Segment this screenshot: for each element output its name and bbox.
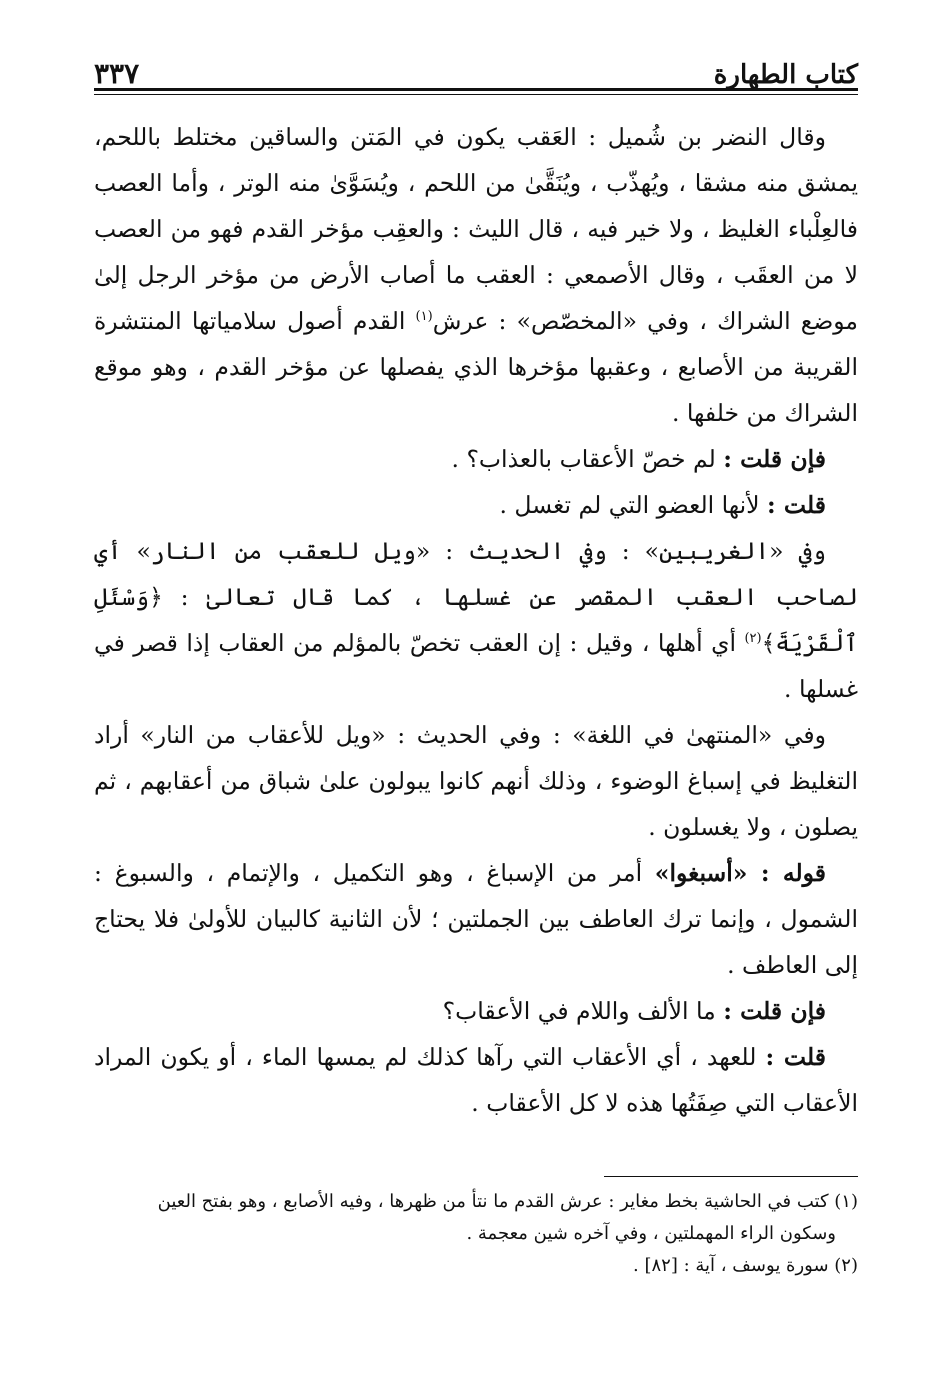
header-rule <box>94 88 858 95</box>
question-label: فإن قلت : <box>723 997 826 1025</box>
footnote-2: (٢) سورة يوسف ، آية : [٨٢] . <box>633 1255 858 1276</box>
paragraph-text: وفي «الغريبين» : وفي الحديث : «ويل للعقب من النار» أي لصاحب العقب المقصر عن غسلها ، كما قال تعالىٰ : ﴿وَسْئَلِ ٱلْقَرْيَةَ﴾ <box>94 537 858 657</box>
paragraph <box>94 528 858 712</box>
question-text: لم خصّ الأعقاب بالعذاب؟ . <box>451 445 724 473</box>
question-label: فإن قلت : <box>723 445 826 473</box>
footnote-1: (١) كتب في الحاشية بخط مغاير : عرش القدم ما نتأ من ظهرها ، وفيه الأصابع ، وهو بفتح العين <box>157 1191 858 1212</box>
answer <box>94 1034 858 1126</box>
commentary-label: قوله : «أسبغوا» <box>654 859 826 887</box>
question <box>94 436 858 482</box>
answer-label: قلت : <box>767 491 826 519</box>
book-title: كتاب الطهارة <box>713 60 858 90</box>
answer-label: قلت : <box>765 1043 826 1071</box>
question <box>94 988 858 1034</box>
paragraph-text: وفي «المنتهىٰ في اللغة» : وفي الحديث : «ويل للأعقاب من النار» أراد التغليظ في إسباغ الوضوء ، وذلك أنهم كانوا يبولون علىٰ شباق من أعقابهم ، ثم يصلون ، ولا يغسلون . <box>94 721 858 841</box>
main-text <box>94 114 858 1126</box>
paragraph-text: القدم أصول سلامياتها المنتشرة القريبة من الأصابع ، وعقبها مؤخرها الذي يفصلها عن مؤخر القدم ، وهو موقع الشراك من خلفها . <box>94 307 858 427</box>
paragraph-text: وقال النضر بن شُميل : العَقب يكون في المَتن والساقين مختلط باللحم، يمشق منه مشقا ، ويُهذّب ، ويُنَقَّىٰ من اللحم ، ويُسَوَّىٰ منه الوتر ، وأما العصب فالعِلْباء الغليظ ، ولا خير فيه ، قال الليث : والعقِب مؤخر القدم فهو من العصب لا من العقَب ، وقال الأصمعي : العقب ما أصاب الأرض من مؤخر الرجل إلىٰ موضع الشراك ، وفي «المخصّص» : عرش <box>94 123 858 335</box>
question-text: ما الألف واللام في الأعقاب؟ <box>442 997 724 1025</box>
running-header <box>94 40 858 90</box>
footnote-ref: (١) <box>415 309 433 325</box>
answer <box>94 482 858 528</box>
commentary-text: أمر من الإسباغ ، وهو التكميل ، والإتمام ، والسبوغ : الشمول ، وإنما ترك العاطف بين الجملتين ؛ لأن الثانية كالبيان للأولىٰ فلا يحتاج إلى العاطف . <box>94 859 858 979</box>
footnotes <box>94 1186 858 1282</box>
paragraph <box>94 712 858 850</box>
answer-text: للعهد ، أي الأعقاب التي رآها كذلك لم يمسها الماء ، أو يكون المراد الأعقاب التي صِفَتُها هذه لا كل الأعقاب . <box>94 1043 858 1117</box>
footnote-1-continued: وسكون الراء المهملتين ، وفي آخره شين معجمة . <box>466 1223 836 1244</box>
answer-text: لأنها العضو التي لم تغسل . <box>499 491 768 519</box>
paragraph-text: أي أهلها ، وقيل : إن العقب تخصّ بالمؤلم من العقاب إذا قصر في غسلها . <box>94 629 858 703</box>
paragraph <box>94 114 858 436</box>
footnote-ref: (٢) <box>744 631 762 647</box>
commentary <box>94 850 858 988</box>
footnote-rule <box>604 1176 858 1177</box>
page-number: ٣٣٧ <box>94 57 140 90</box>
